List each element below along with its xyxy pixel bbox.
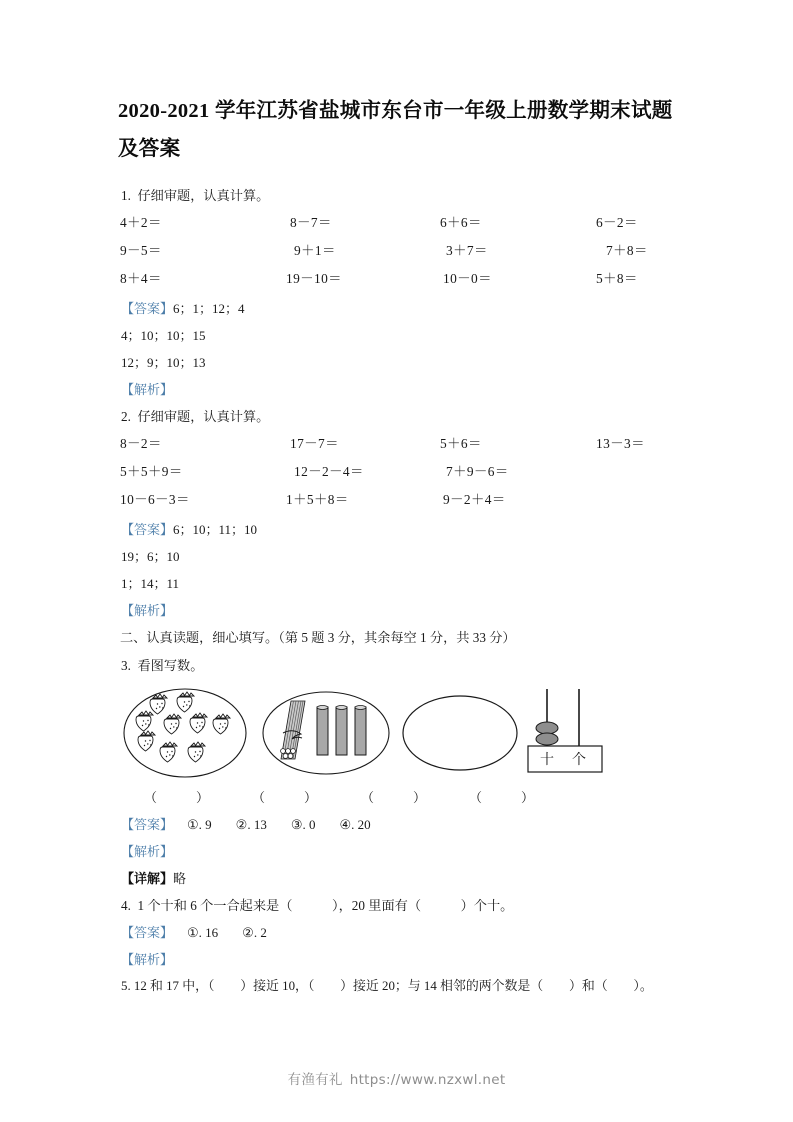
loose-sticks-icon <box>317 706 366 756</box>
math-expression: 6－2＝ <box>596 215 638 230</box>
math-expression: 8－7＝ <box>290 215 332 230</box>
math-expression: 1＋5＋8＝ <box>286 492 349 507</box>
analysis-label: 【解析】 <box>121 952 174 967</box>
answer-text: 6；10；11；10 <box>173 522 258 537</box>
math-expression: 8＋4＝ <box>120 271 162 286</box>
math-expression: 3＋7＝ <box>446 243 488 258</box>
footer-watermark <box>0 1068 793 1088</box>
abacus-bead <box>536 722 558 734</box>
question-4-analysis <box>121 946 678 973</box>
math-expression: 12－2－4＝ <box>294 464 364 479</box>
question-1-analysis <box>121 376 678 403</box>
question-3 <box>118 652 678 892</box>
answer-item: ②. 13 <box>235 817 267 832</box>
abacus-label-ones: 个 <box>572 752 586 768</box>
abacus-bead <box>536 733 558 745</box>
math-expression: 9－5＝ <box>120 243 162 258</box>
abacus-label-tens: 十 <box>540 752 554 768</box>
watermark-brand: 有渔有礼 <box>287 1072 343 1088</box>
math-expression: 8－2＝ <box>120 436 162 451</box>
question-5 <box>118 973 678 1000</box>
math-row <box>118 430 678 458</box>
answer-item: ①. 9 <box>187 817 212 832</box>
math-expression: 17－7＝ <box>290 436 339 451</box>
analysis-label: 【解析】 <box>121 603 174 618</box>
document-body <box>118 92 678 1000</box>
watermark-url: https://www.nzxwl.net <box>349 1072 506 1088</box>
math-expression: 13－3＝ <box>596 436 645 451</box>
math-expression: 9＋1＝ <box>294 243 336 258</box>
question-2-stem: 2. 仔细审题，认真计算。 <box>121 409 270 424</box>
blank-parenthesis[interactable]: （ ） <box>361 790 427 805</box>
question-3-stem: 3. 看图写数。 <box>121 658 204 673</box>
math-expression: 5＋5＋9＝ <box>120 464 183 479</box>
math-expression: 4＋2＝ <box>120 215 162 230</box>
question-1-expressions <box>118 209 678 293</box>
question-5-stem: 5. 12 和 17 中，（ ）接近 10，（ ）接近 20；与 14 相邻的两个数是（ ）和（ ）。 <box>121 979 653 993</box>
question-1 <box>118 182 678 403</box>
math-row <box>118 486 678 514</box>
question-3-figures <box>118 685 678 785</box>
math-expression: 10－0＝ <box>443 271 492 286</box>
math-row <box>118 209 678 237</box>
analysis-label: 【解析】 <box>121 844 174 859</box>
question-1-answer <box>121 295 678 322</box>
math-expression: 5＋8＝ <box>596 271 638 286</box>
analysis-label: 【解析】 <box>121 382 174 397</box>
empty-oval-svg <box>400 685 520 781</box>
figure-empty-oval <box>400 685 520 786</box>
page-title: 2020-2021 学年江苏省盐城市东台市一年级上册数学期末试题及答案 <box>118 100 673 160</box>
question-3-blanks <box>118 785 678 811</box>
figure-abacus <box>523 685 633 786</box>
math-row <box>118 237 678 265</box>
abacus-svg <box>523 685 633 781</box>
question-3-answer <box>121 811 678 838</box>
question-3-detail <box>121 865 678 892</box>
question-4-answer <box>121 919 678 946</box>
question-1-stem: 1. 仔细审题，认真计算。 <box>121 188 270 203</box>
blank-parenthesis[interactable]: （ ） <box>144 790 210 805</box>
question-2 <box>118 403 678 624</box>
math-expression: 6＋6＝ <box>440 215 482 230</box>
question-2-answer <box>121 516 678 543</box>
question-2-answer-line-3: 1；14；11 <box>121 576 180 591</box>
math-expression: 7＋9－6＝ <box>446 464 509 479</box>
answer-item: ③. 0 <box>290 817 316 832</box>
strawberries-oval-svg <box>122 685 248 781</box>
math-expression: 10－6－3＝ <box>120 492 190 507</box>
detail-text: 略 <box>173 871 187 886</box>
section-two-heading: 二、认真读题，细心填写。（第 5 题 3 分，其余每空 1 分，共 33 分） <box>120 630 516 645</box>
question-4 <box>118 892 678 973</box>
answer-label: 【答案】 <box>121 522 174 537</box>
detail-label: 【详解】 <box>121 871 174 886</box>
question-1-answer-line-3: 12；9；10；13 <box>121 355 206 370</box>
figure-strawberries-oval <box>122 685 248 786</box>
math-row <box>118 265 678 293</box>
answer-label: 【答案】 <box>121 301 174 316</box>
sticks-oval-svg <box>261 685 391 781</box>
question-3-analysis <box>121 838 678 865</box>
math-expression: 5＋6＝ <box>440 436 482 451</box>
math-expression: 19－10＝ <box>286 271 342 286</box>
answer-label: 【答案】 <box>121 817 174 832</box>
answer-item: ①. 16 <box>187 925 219 940</box>
math-expression: 9－2＋4＝ <box>443 492 506 507</box>
question-2-answer-line-2: 19；6；10 <box>121 549 180 564</box>
math-row <box>118 458 678 486</box>
math-expression: 7＋8＝ <box>606 243 648 258</box>
answer-item: ②. 2 <box>242 925 267 940</box>
question-2-analysis <box>121 597 678 624</box>
figure-sticks-oval <box>261 685 391 786</box>
answer-text: 6；1；12；4 <box>173 301 245 316</box>
question-2-expressions <box>118 430 678 514</box>
blank-parenthesis[interactable]: （ ） <box>252 790 318 805</box>
blank-parenthesis[interactable]: （ ） <box>469 790 535 805</box>
answer-label: 【答案】 <box>121 925 174 940</box>
question-4-stem: 4. 1 个十和 6 个一合起来是（ ），20 里面有（ ）个十。 <box>121 898 514 913</box>
answer-item: ④. 20 <box>339 817 371 832</box>
question-1-answer-line-2: 4；10；10；15 <box>121 328 206 343</box>
